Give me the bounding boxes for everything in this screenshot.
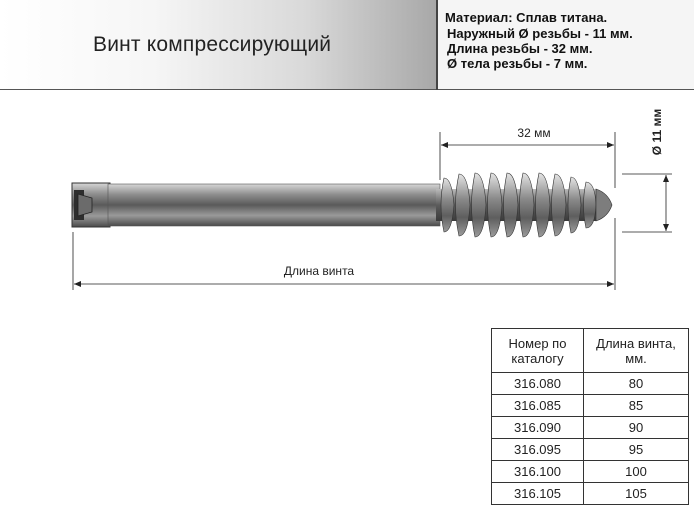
page-title: Винт компрессирующий [93,33,332,56]
table-row [492,461,689,483]
diameter-label: Ø 11 мм [650,108,664,156]
table-row [492,483,689,505]
catalog-number-cell: 316.100 [492,461,584,483]
table-row [492,373,689,395]
catalog-number-cell: 316.080 [492,373,584,395]
spec-core-diameter: Ø тела резьбы - 7 мм. [447,56,588,71]
screw-head [72,183,110,227]
screw-thread [441,173,612,237]
header [0,0,694,90]
spec-thread-length: Длина резьбы - 32 мм. [447,41,593,56]
catalog-number-cell: 316.085 [492,395,584,417]
screw-shaft [108,184,440,226]
screw-drawing [0,90,694,320]
catalog-table [491,328,689,505]
length-cell: 90 [584,417,689,439]
title-panel [0,0,436,90]
spec-material: Материал: Сплав титана. [445,10,608,25]
length-cell: 95 [584,439,689,461]
thread-length-label: 32 мм [517,126,551,140]
header-screw-length: Длина винта, мм. [584,329,689,373]
table-row [492,417,689,439]
specs-panel [438,0,694,90]
screw-length-label: Длина винта [283,264,355,278]
table-row [492,439,689,461]
catalog-number-cell: 316.095 [492,439,584,461]
length-cell: 100 [584,461,689,483]
catalog-number-cell: 316.090 [492,417,584,439]
length-cell: 105 [584,483,689,505]
table-header-row [492,329,689,373]
header-catalog-number: Номер по каталогу [492,329,584,373]
length-cell: 80 [584,373,689,395]
table-row [492,395,689,417]
catalog-number-cell: 316.105 [492,483,584,505]
spec-outer-diameter: Наружный Ø резьбы - 11 мм. [447,26,633,41]
length-cell: 85 [584,395,689,417]
